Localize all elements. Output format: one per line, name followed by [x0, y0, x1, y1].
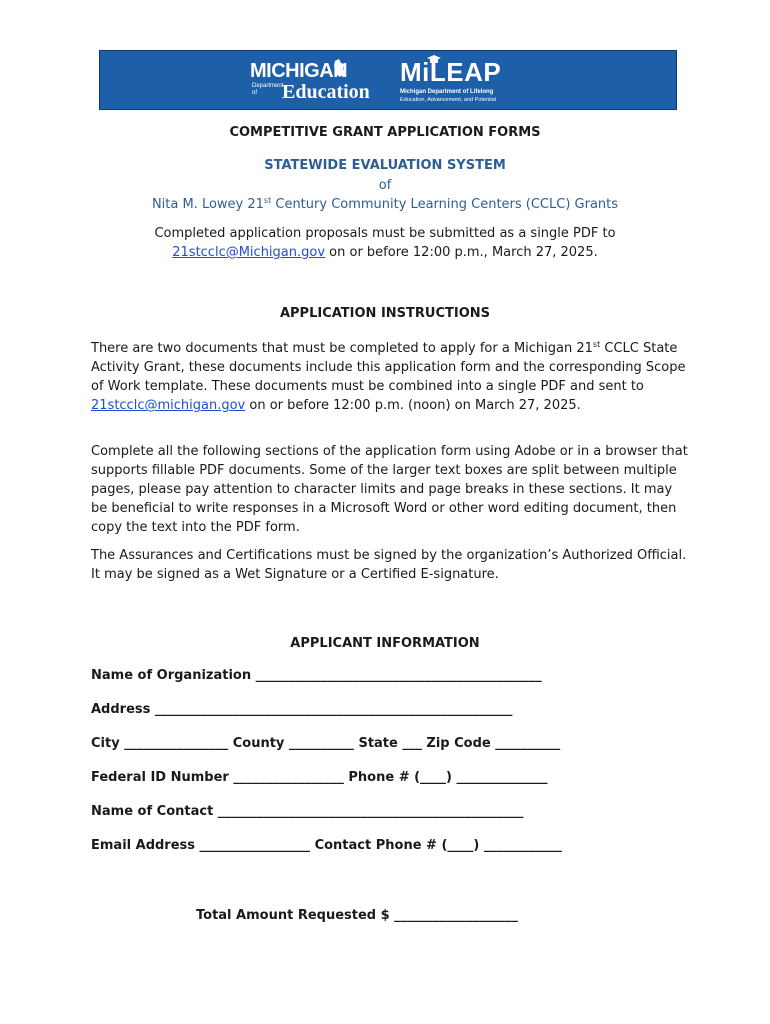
federal-id-phone-field[interactable]: Federal ID Number _________________ Phone # (____) ______________ — [91, 770, 548, 785]
education-wordmark: Education — [282, 81, 370, 103]
email-contact-phone-field[interactable]: Email Address _________________ Contact Phone # (____) ____________ — [91, 838, 562, 853]
applicant-heading: APPLICANT INFORMATION — [290, 636, 480, 651]
instructions-paragraph-2: Complete all the following sections of the application form using Adobe or in a browser that supports fillable PDF documents. Some of the larger text boxes are split between multiple pages, please pay attention to character limits and page breaks in these sections. It may be beneficial to write responses in a Microsoft Word or other word editing document, then copy the text into the PDF form. — [91, 444, 688, 535]
p1-text-c: on or before 12:00 p.m. (noon) on March 27, 2025. — [245, 398, 581, 413]
department-of-label: Department of — [252, 83, 284, 96]
instructions-paragraph-1 — [91, 339, 691, 415]
submission-email-link[interactable]: 21stcclc@Michigan.gov — [172, 245, 326, 260]
instructions-email-link[interactable]: 21stcclc@michigan.gov — [91, 398, 246, 413]
organization-name-field[interactable]: Name of Organization ____________________________________________ — [91, 668, 542, 683]
system-title: STATEWIDE EVALUATION SYSTEM — [264, 158, 506, 173]
grant-title-pre: Nita M. Lowey 21 — [151, 197, 264, 212]
michigan-wordmark: MICHIGAN — [250, 60, 348, 82]
p1-sup: st — [592, 340, 601, 349]
submission-line-2: on or before 12:00 p.m., March 27, 2025. — [325, 245, 598, 260]
grant-title — [0, 196, 770, 212]
michigan-education-logo — [250, 59, 380, 105]
grant-title-sup: st — [263, 196, 272, 205]
submission-line-1: Completed application proposals must be submitted as a single PDF to — [154, 226, 616, 241]
instructions-paragraph-3: The Assurances and Certifications must be signed by the organization’s Authorized Official. It may be signed as a Wet Signature or a Certified E-signature. — [91, 548, 687, 582]
p1-text-b: CCLC State Activity Grant, these documents include this application form and the corresponding Scope of Work template. These documents must be combined into a single PDF and sent to — [91, 341, 686, 394]
address-field[interactable]: Address _______________________________________________________ — [91, 702, 513, 717]
mileap-wordmark: MiLEAP — [400, 57, 502, 87]
of-line: of — [378, 178, 392, 193]
mileap-subtitle-1: Michigan Department of Lifelong — [400, 89, 494, 95]
document-title: COMPETITIVE GRANT APPLICATION FORMS — [229, 125, 541, 140]
contact-name-field[interactable]: Name of Contact _______________________________________________ — [91, 804, 524, 819]
total-amount-field[interactable]: Total Amount Requested $ ___________________ — [196, 908, 518, 923]
p1-text-a: There are two documents that must be completed to apply for a Michigan 21 — [91, 341, 593, 356]
grant-title-post: Century Community Learning Centers (CCLC) Grants — [271, 197, 619, 212]
mileap-subtitle-2: Education, Advancement, and Potential — [400, 97, 497, 103]
mileap-logo — [400, 57, 540, 107]
submission-notice — [0, 224, 770, 262]
city-county-state-zip-field[interactable]: City ________________ County __________ State ___ Zip Code __________ — [91, 736, 561, 751]
instructions-heading: APPLICATION INSTRUCTIONS — [279, 306, 491, 321]
header-banner — [99, 50, 677, 110]
